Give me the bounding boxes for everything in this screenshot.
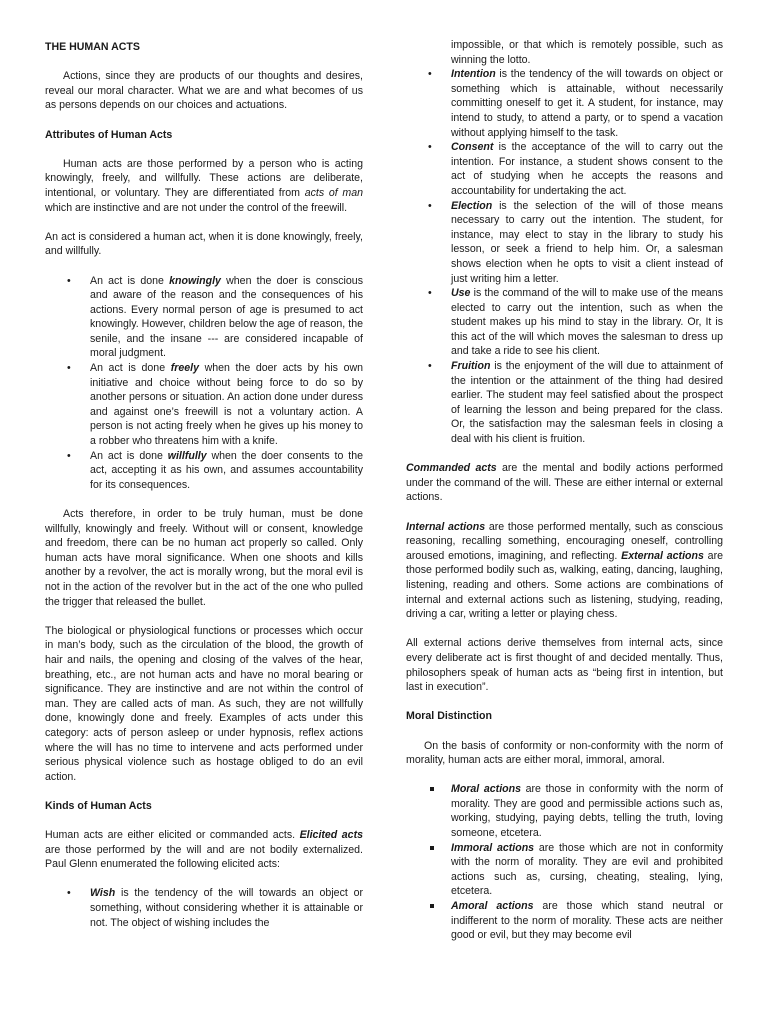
elicited-list — [406, 67, 723, 446]
square-bullet-icon — [430, 787, 434, 791]
bullet-icon: • — [67, 449, 71, 462]
attributes-paragraph: Human acts are those performed by a person who is acting knowingly, freely, and willfully. These actions are deliberate, intentional, or voluntary. They are differentiated from acts of man which are instinctive and are not under the control of the freewill. — [45, 157, 363, 214]
bullet-icon: • — [67, 887, 71, 900]
list-item: Amoral actions are those which stand neutral or indifferent to the norm of morality. These acts are neither good or evil, but they may become evil — [451, 899, 723, 943]
attributes-heading: Attributes of Human Acts — [45, 128, 173, 141]
left-column — [45, 36, 363, 945]
list-item: • Use is the command of the will to make use of the means elected to carry out the intention, such as when the student makes up his mind to stay in the library. Or, It is this act of the will which moves the salesman to dress up and take a ride to see his client. — [428, 287, 723, 358]
list-item: Moral actions are those in conformity with the norm of morality. They are good and permissible actions such as, working, studying, paying debts, telling the truth, loving someone, etcetera. — [451, 782, 723, 840]
list-item: • Intention is the tendency of the will towards on object or something which is attainable, without necessarily committing oneself to get it. A student, for instance, may intend to study, to attend a party, or to spend a vacation without applying himself to the task. — [428, 68, 723, 139]
consider-paragraph: An act is considered a human act, when it is done knowingly, freely, and willfully. — [45, 230, 363, 258]
therefore-paragraph: Acts therefore, in order to be truly human, must be done willfully, knowingly and freely. Without will or consent, knowledge and freedom, there can be no human act properly so called. Only human acts have moral significance. When one shoots and kills another by a revolver, the act is morally wrong, but the moral evil is not in the action of the revolver but in the act of the one who pulled the trigger that released the bullet. — [45, 508, 363, 608]
moral-intro-paragraph: On the basis of conformity or non-conformity with the norm of morality, human acts are either moral, immoral, amoral. — [406, 739, 723, 767]
commanded-paragraph: Commanded acts are the mental and bodily actions performed under the command of the will. These are either internal or external actions. — [406, 462, 723, 504]
attributes-list — [45, 274, 363, 493]
elicited-list-start — [45, 886, 363, 930]
moral-distinction-heading: Moral Distinction — [406, 710, 492, 723]
list-item: • Fruition is the enjoyment of the will due to attainment of the intention or the attainment of the thing had desired earlier. The student may feel satisfied about the prospect of learning the lesson and being prepared for the class. Or, the satisfaction may the salesman feels in closing a deal with his client is fruition. — [428, 360, 723, 446]
bullet-icon: • — [67, 362, 71, 375]
bullet-icon: • — [67, 274, 71, 287]
moral-list — [406, 782, 723, 943]
square-bullet-icon — [430, 904, 434, 908]
kinds-heading: Kinds of Human Acts — [45, 799, 152, 812]
bullet-icon: • — [428, 360, 432, 373]
all-external-paragraph: All external actions derive themselves from internal acts, since every deliberate act is first thought of and decided mentally. Thus, philosophers speak of human acts as “being first in intention, but last in execution”. — [406, 637, 723, 694]
bullet-icon: • — [428, 68, 432, 81]
intro-paragraph: Actions, since they are products of our thoughts and desires, reveal our moral character. What we are and what becomes of us as persons depends on our choices and actuations. — [45, 70, 363, 112]
bullet-icon: • — [428, 287, 432, 300]
kinds-paragraph: Human acts are either elicited or commanded acts. Elicited acts are those performed by the will and are not bodily externalized. Paul Glenn enumerated the following elicited acts: — [45, 829, 363, 871]
list-item: • Wish is the tendency of the will towards an object or something, without considering whether it is attainable or not. The object of wishing includes the — [67, 887, 363, 929]
biological-paragraph: The biological or physiological functions or processes which occur in man’s body, such as the circulation of the blood, the growth of hair and nails, the opening and closing of the valves of the hear, breathing, etc., are not human acts and have no moral bearing or significance. They are instinctive and are not within the control of man. They are called acts of man. As such, they are not willfully done, knowingly done and freely. Examples of acts under this category: acts of person asleep or under hypnosis, reflex actions where the will has no time to intervene and acts performed under serious physical violence such as hostage obliged to do an evil action. — [45, 624, 363, 783]
list-item: • An act is done freely when the doer acts by his own initiative and choice without being force to do so by another persons or situation. An action done under duress and against one’s freewill is not a voluntary action. A person is not acting freely when he gives up his money to a robber who threatens him with a knife. — [67, 362, 364, 448]
bullet-icon: • — [428, 141, 432, 154]
square-bullet-icon — [430, 846, 434, 850]
list-item: • Election is the selection of the will of those means necessary to carry out the intention. The student, for instance, may elect to stay in the library to study his lesson, or seek a friend to help him. Or, a salesman shows election when he opts to visit a client instead of just writing him a letter. — [428, 199, 723, 285]
list-item: • An act is done willfully when the doer consents to the act, accepting it as his own, and assumes accountability for its consequences. — [67, 449, 363, 491]
document-title: THE HUMAN ACTS — [45, 41, 140, 53]
list-item: Immoral actions are those which are not in conformity with the norm of morality. They are evil and prohibited actions such as, cursing, cheating, stealing, lying, etcetera. — [451, 841, 723, 899]
list-item: • Consent is the acceptance of the will to carry out the intention. For instance, a student shows consent to the act of studying when he accepts the reasons and accountability for undertaking the act. — [428, 141, 723, 197]
internal-external-paragraph: Internal actions are those performed mentally, such as conscious reasoning, recalling something, encouraging oneself, controlling aroused emotions, imagining, and reflecting. External actions are those performed bodily such as, walking, eating, dancing, laughing, listening, reading and others. Some actions are combinations of internal and external actions such as listening, studying, reading, driving a car, writing a letter or playing chess. — [406, 520, 724, 621]
bullet-icon: • — [428, 199, 432, 212]
right-column — [406, 38, 723, 957]
list-item: • An act is done knowingly when the doer is conscious and aware of the reason and the consequences of his actions. Every normal person of age is presumed to act knowingly. However, children below the age of reason, the senile, and the insane --- are considered incapable of moral judgment. — [67, 274, 363, 360]
wish-continuation: impossible, or that which is remotely possible, such as winning the lotto. — [451, 39, 723, 66]
